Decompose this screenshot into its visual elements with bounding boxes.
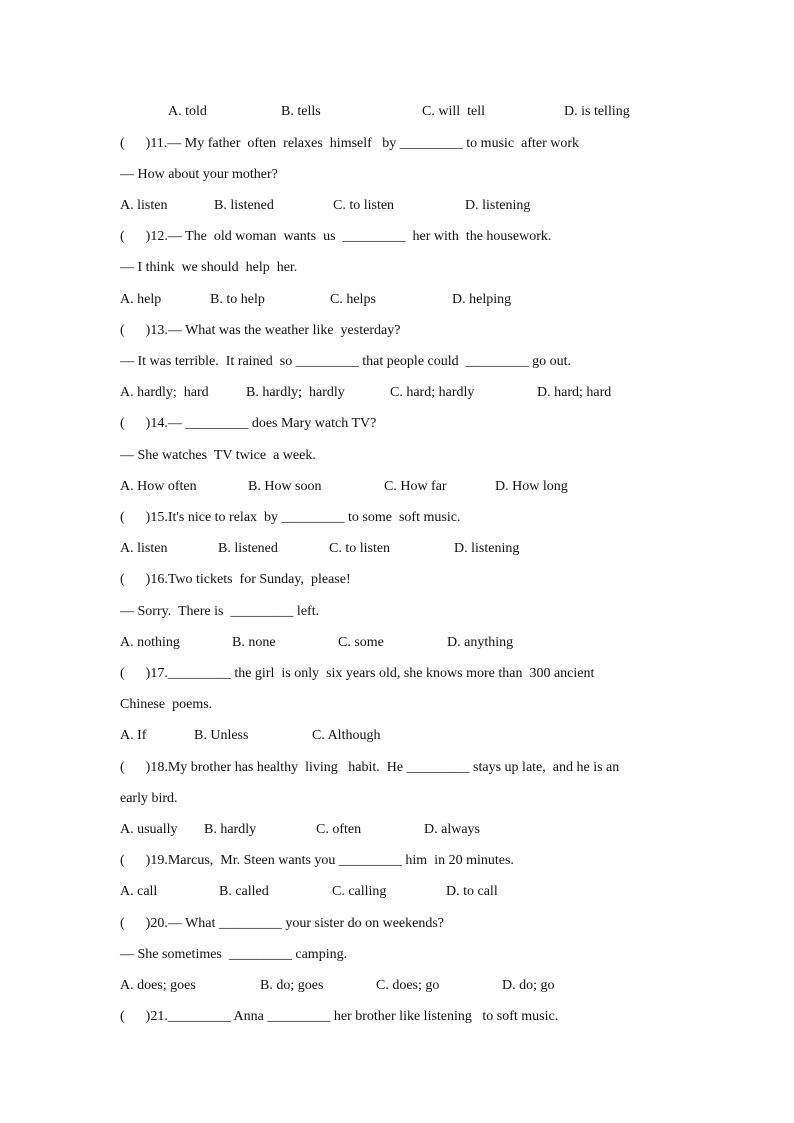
q13-option-c: C. hard; hardly bbox=[390, 385, 475, 400]
q20-stem: ( )20.— What _________ your sister do on weekends? bbox=[120, 916, 445, 931]
q13-option-b: B. hardly; hardly bbox=[246, 385, 345, 400]
q11-reply: — How about your mother? bbox=[120, 167, 278, 182]
q17-option-a: A. If bbox=[120, 728, 147, 743]
q18-option-b: B. hardly bbox=[204, 822, 257, 837]
q11-option-d: D. listening bbox=[465, 198, 531, 213]
q20-option-b: B. do; goes bbox=[260, 978, 324, 993]
q19-option-b: B. called bbox=[219, 884, 269, 899]
q17-option-b: B. Unless bbox=[194, 728, 249, 743]
q15-option-c: C. to listen bbox=[329, 541, 391, 556]
q15-stem: ( )15.It's nice to relax by _________ to some soft music. bbox=[120, 510, 461, 525]
q12-option-c: C. helps bbox=[330, 292, 376, 307]
q16-option-b: B. none bbox=[232, 635, 276, 650]
q14-option-b: B. How soon bbox=[248, 479, 322, 494]
q13-option-d: D. hard; hard bbox=[537, 385, 612, 400]
q12-stem: ( )12.— The old woman wants us _________ her with the housework. bbox=[120, 229, 552, 244]
q11-option-c: C. to listen bbox=[333, 198, 395, 213]
q20-option-c: C. does; go bbox=[376, 978, 440, 993]
q16-reply: — Sorry. There is _________ left. bbox=[120, 604, 320, 619]
q18-option-c: C. often bbox=[316, 822, 362, 837]
q17-option-c: C. Although bbox=[312, 728, 381, 743]
q15-option-b: B. listened bbox=[218, 541, 278, 556]
q18-stem: ( )18.My brother has healthy living habit. He _________ stays up late, and he is an bbox=[120, 760, 620, 775]
q16-option-a: A. nothing bbox=[120, 635, 180, 650]
q14-option-d: D. How long bbox=[495, 479, 568, 494]
q18-option-a: A. usually bbox=[120, 822, 178, 837]
q15-option-a: A. listen bbox=[120, 541, 168, 556]
q14-option-c: C. How far bbox=[384, 479, 447, 494]
q11-stem: ( )11.— My father often relaxes himself by _________ to music after work bbox=[120, 136, 580, 151]
q13-reply: — It was terrible. It rained so _________ that people could _________ go out. bbox=[120, 354, 572, 369]
q19-stem: ( )19.Marcus, Mr. Steen wants you _________ him in 20 minutes. bbox=[120, 853, 514, 868]
q10-option-b: B. tells bbox=[281, 104, 321, 119]
q20-option-a: A. does; goes bbox=[120, 978, 196, 993]
q16-option-d: D. anything bbox=[447, 635, 514, 650]
q13-option-a: A. hardly; hard bbox=[120, 385, 209, 400]
q17-stem-continued: Chinese poems. bbox=[120, 697, 213, 712]
q10-option-d: D. is telling bbox=[564, 104, 630, 119]
q21-stem: ( )21._________ Anna _________ her brother like listening to soft music. bbox=[120, 1009, 559, 1024]
q12-option-d: D. helping bbox=[452, 292, 512, 307]
q14-stem: ( )14.— _________ does Mary watch TV? bbox=[120, 416, 377, 431]
q10-option-c: C. will tell bbox=[422, 104, 485, 119]
q13-stem: ( )13.— What was the weather like yesterday? bbox=[120, 323, 401, 338]
q16-option-c: C. some bbox=[338, 635, 384, 650]
q11-option-a: A. listen bbox=[120, 198, 168, 213]
q20-option-d: D. do; go bbox=[502, 978, 555, 993]
q19-option-c: C. calling bbox=[332, 884, 387, 899]
q14-option-a: A. How often bbox=[120, 479, 197, 494]
q12-option-b: B. to help bbox=[210, 292, 265, 307]
q15-option-d: D. listening bbox=[454, 541, 520, 556]
q12-option-a: A. help bbox=[120, 292, 162, 307]
q11-option-b: B. listened bbox=[214, 198, 274, 213]
q14-reply: — She watches TV twice a week. bbox=[120, 448, 316, 463]
q20-reply: — She sometimes _________ camping. bbox=[120, 947, 348, 962]
q18-stem-continued: early bird. bbox=[120, 791, 178, 806]
q16-stem: ( )16.Two tickets for Sunday, please! bbox=[120, 572, 351, 587]
q17-stem: ( )17._________ the girl is only six years old, she knows more than 300 ancient bbox=[120, 666, 595, 681]
q19-option-d: D. to call bbox=[446, 884, 498, 899]
q19-option-a: A. call bbox=[120, 884, 158, 899]
q12-reply: — I think we should help her. bbox=[120, 260, 298, 275]
q18-option-d: D. always bbox=[424, 822, 480, 837]
q10-option-a: A. told bbox=[168, 104, 207, 119]
